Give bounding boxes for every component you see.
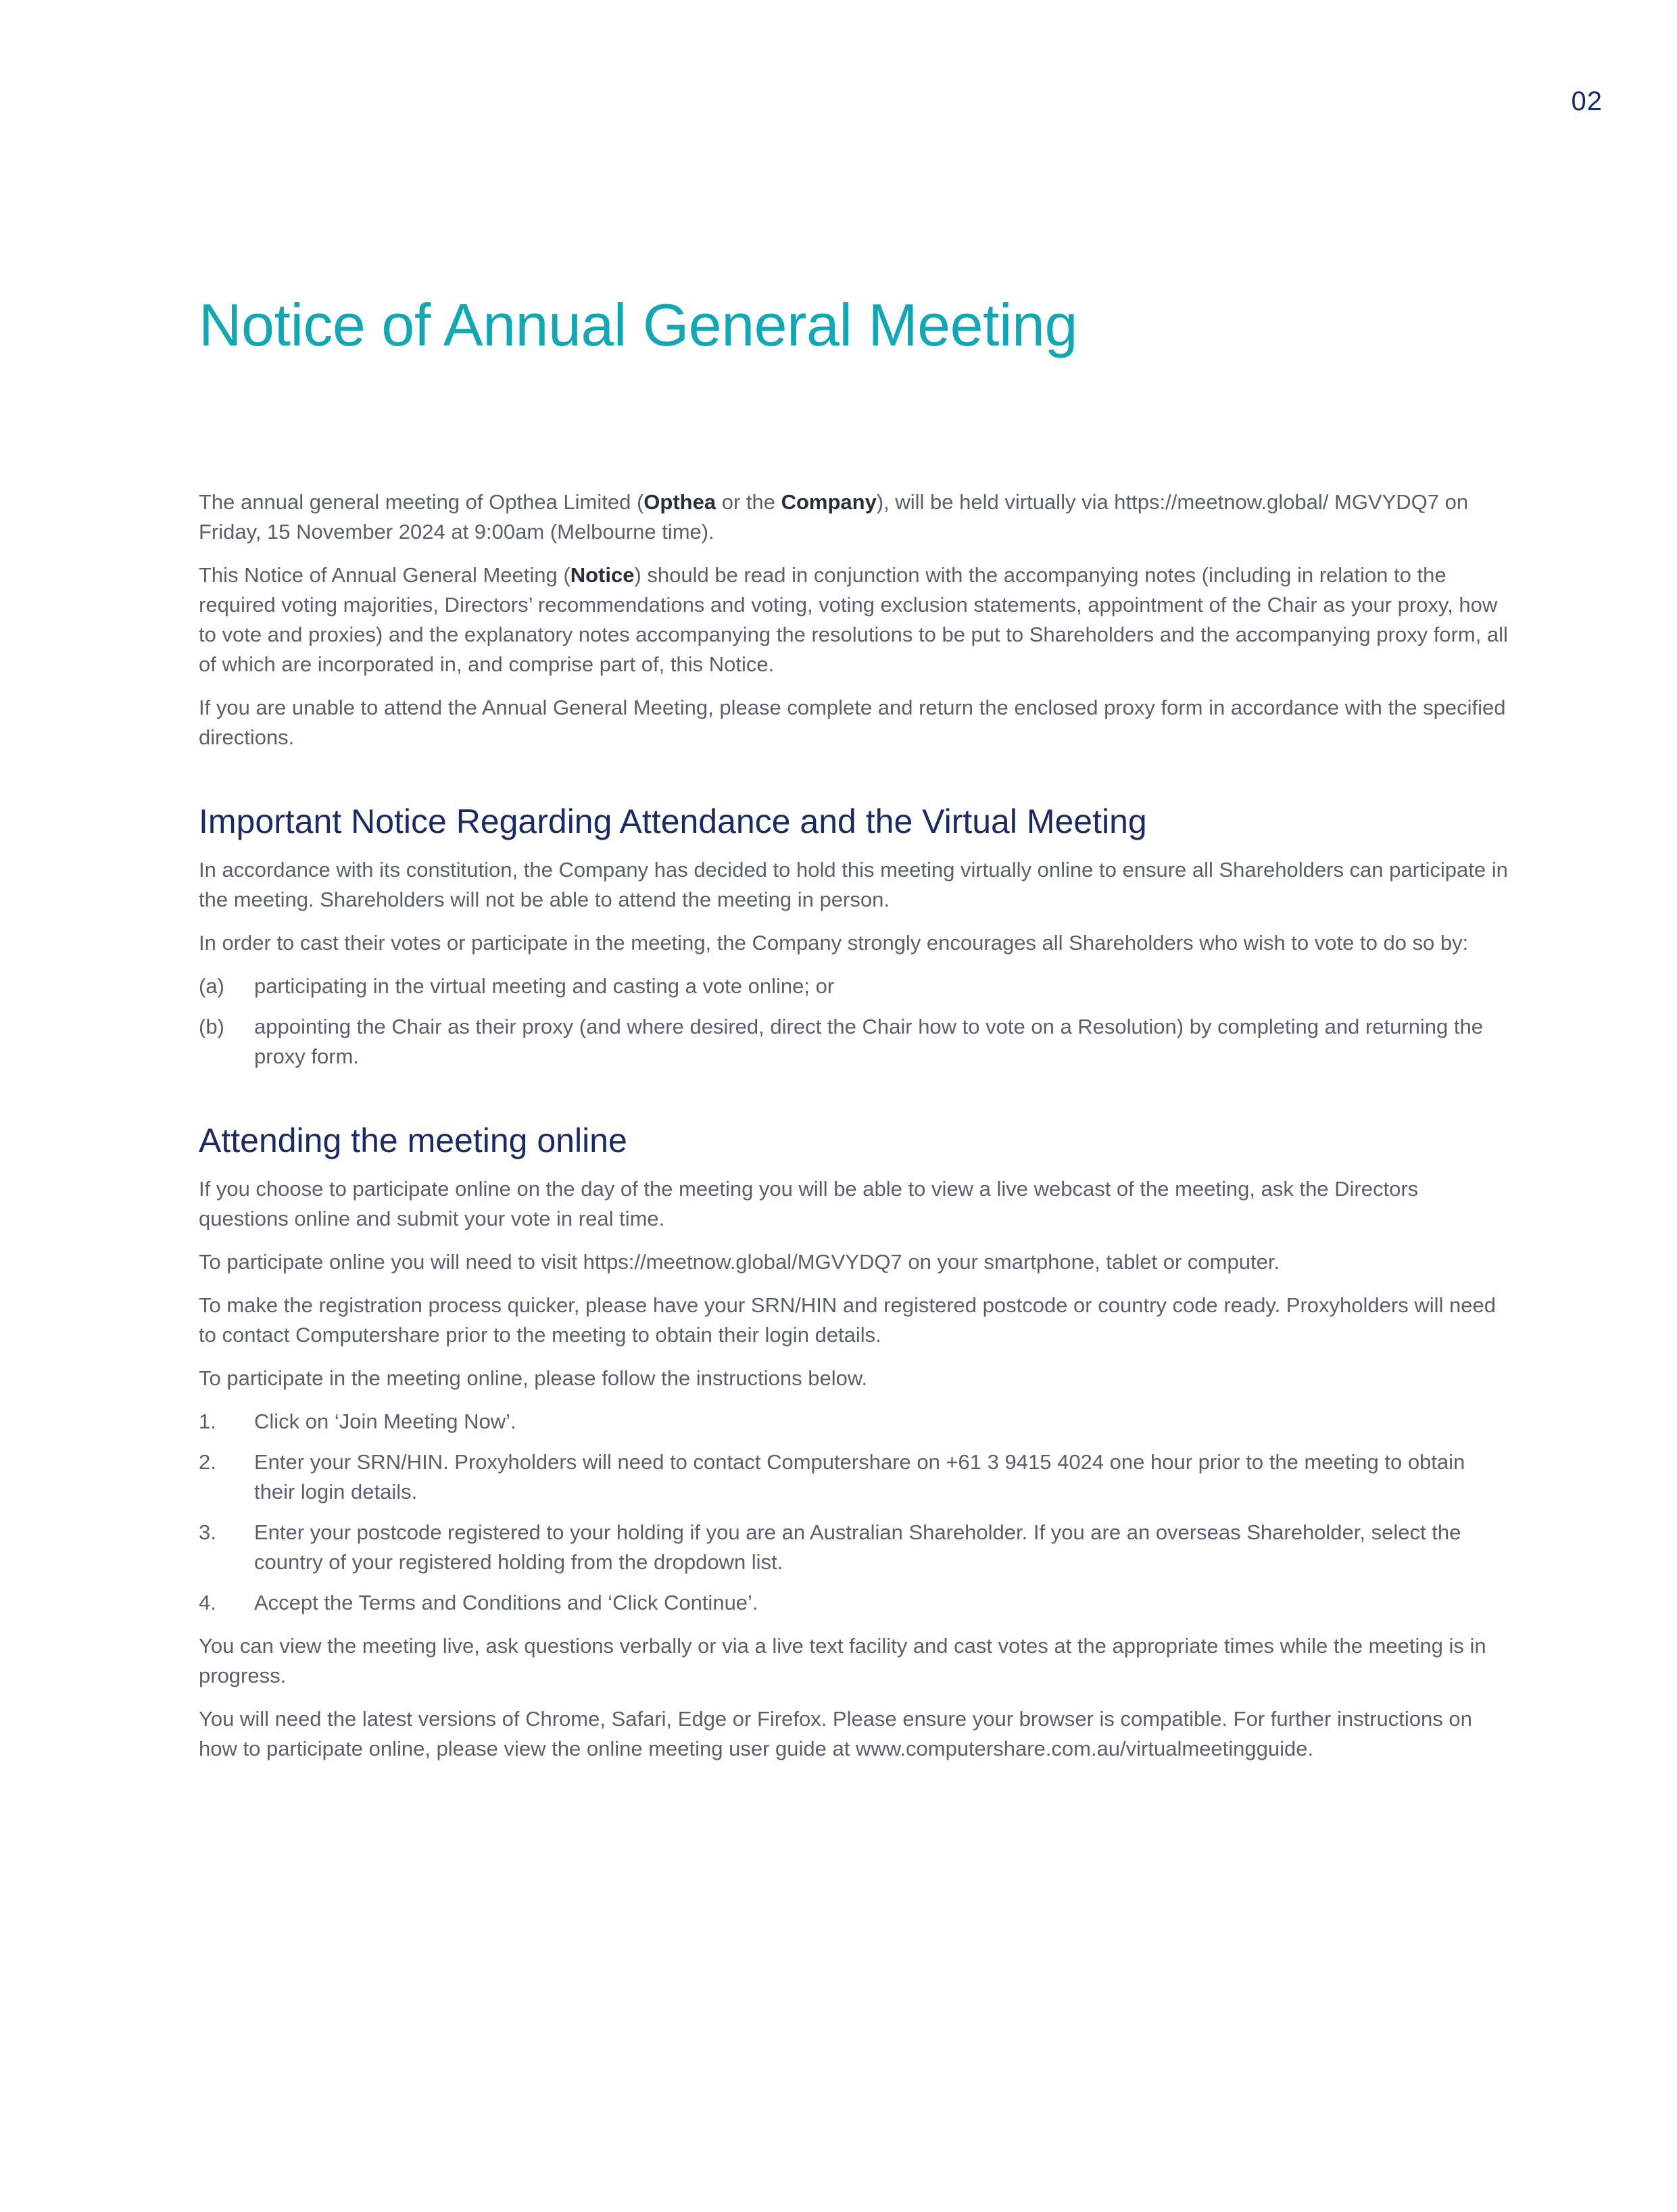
attendance-paragraph-2: In order to cast their votes or participate in the meeting, the Company strongly encourages all Shareholders who wish to vote to do so by: [199, 931, 1469, 955]
list-text: Accept the Terms and Conditions and ‘Click Continue’. [254, 1591, 758, 1615]
bold-term-opthea: Opthea [643, 490, 716, 514]
intro-paragraph-2: This Notice of Annual General Meeting (Notice) should be read in conjunction with the accompanying notes (including in relation to the required voting majorities, Directors’ recommendations and voting, voting exclusion statements, appointment of the Chair as your proxy, how to vote and proxies) and the explanatory notes accompanying the resolutions to be put to Shareholders and the accompanying proxy form, all of which are incorporated in, and comprise part of, this Notice. [199, 563, 1508, 677]
list-text: Click on ‘Join Meeting Now’. [254, 1410, 516, 1434]
list-text: appointing the Chair as their proxy (and where desired, direct the Chair how to vote on a Resolution) by completing and returning the proxy form. [254, 1015, 1483, 1069]
online-paragraph-3: To make the registration process quicker, please have your SRN/HIN and registered postcode or country code ready. Proxyholders will need to contact Computershare prior to the meeting to obtain their login details. [199, 1293, 1496, 1347]
list-marker: (b) [199, 1015, 224, 1039]
list-marker: (a) [199, 974, 224, 999]
intro-paragraph-3: If you are unable to attend the Annual General Meeting, please complete and return the enclosed proxy form in accordance with the specified directions. [199, 696, 1506, 750]
voting-options-list [199, 971, 1510, 1072]
section-heading-online: Attending the meeting online [199, 1122, 627, 1160]
list-item [199, 1518, 1510, 1577]
online-paragraph-4: To participate in the meeting online, please follow the instructions below. [199, 1366, 868, 1391]
intro-paragraph-1: The annual general meeting of Opthea Limited (Opthea or the Company), will be held virtually via https://meetnow.global/ MGVYDQ7 on Friday, 15 November 2024 at 9:00am (Melbourne time). [199, 490, 1469, 544]
list-text: Enter your postcode registered to your holding if you are an Australian Shareholder. If you are an overseas Shareholder, select the country of your registered holding from the dropdown list. [254, 1520, 1461, 1574]
online-paragraph-6: You will need the latest versions of Chrome, Safari, Edge or Firefox. Please ensure your browser is compatible. For further instructions on how to participate online, please view the online meeting user guide at www.computershare.com.au/virtualmeetingguide. [199, 1707, 1472, 1761]
list-text: participating in the virtual meeting and casting a vote online; or [254, 974, 835, 999]
list-item [199, 1407, 1510, 1437]
attendance-paragraph-1: In accordance with its constitution, the Company has decided to hold this meeting virtually online to ensure all Shareholders can participate in the meeting. Shareholders will not be able to attend the meeting in person. [199, 858, 1508, 912]
online-paragraph-5: You can view the meeting live, ask questions verbally or via a live text facility and cast votes at the appropriate times while the meeting is in progress. [199, 1634, 1486, 1688]
list-marker: 4. [199, 1591, 216, 1615]
intro-section [199, 487, 1510, 752]
document-body [199, 291, 1510, 1777]
bold-term-notice: Notice [570, 563, 635, 587]
online-paragraph-2: To participate online you will need to visit https://meetnow.global/MGVYDQ7 on your smartphone, tablet or computer. [199, 1250, 1280, 1274]
bold-term-company: Company [781, 490, 877, 514]
list-text: Enter your SRN/HIN. Proxyholders will need to contact Computershare on +61 3 9415 4024 one hour prior to the meeting to obtain their login details. [254, 1450, 1465, 1504]
list-marker: 3. [199, 1520, 216, 1545]
list-marker: 1. [199, 1410, 216, 1434]
list-item [199, 971, 1510, 1001]
list-item [199, 1588, 1510, 1618]
online-paragraph-1: If you choose to participate online on the day of the meeting you will be able to view a live webcast of the meeting, ask the Directors questions online and submit your vote in real time. [199, 1177, 1419, 1231]
section-heading-attendance: Important Notice Regarding Attendance and the Virtual Meeting [199, 802, 1147, 841]
page-title: Notice of Annual General Meeting [199, 291, 1077, 358]
page-number: 02 [1571, 87, 1603, 116]
list-item [199, 1012, 1510, 1072]
list-item [199, 1447, 1510, 1507]
instructions-list [199, 1407, 1510, 1618]
list-marker: 2. [199, 1450, 216, 1474]
